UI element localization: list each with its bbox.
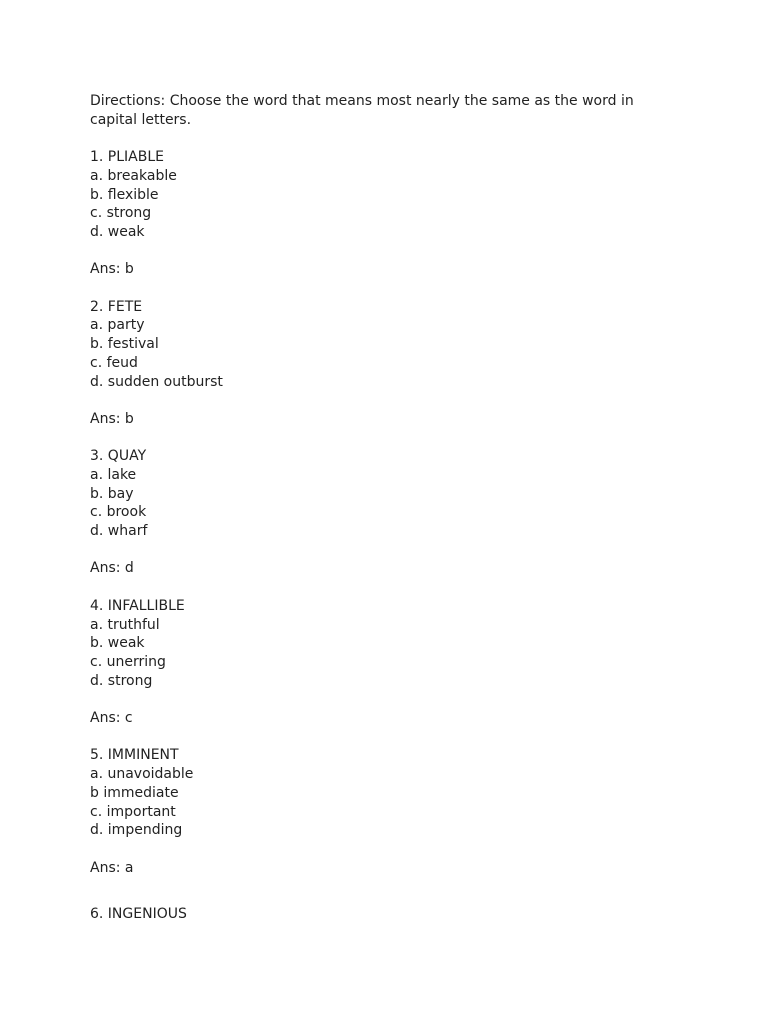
option-b: b. festival xyxy=(90,336,159,353)
option-c: c. strong xyxy=(90,205,152,222)
question-4 xyxy=(90,597,670,728)
question-title: 4. INFALLIBLE xyxy=(90,597,185,614)
option-a: a. unavoidable xyxy=(90,766,194,783)
option-b: b. bay xyxy=(90,485,134,502)
question-6 xyxy=(90,905,670,924)
question-title: 6. INGENIOUS xyxy=(90,906,187,923)
option-c: c. brook xyxy=(90,504,147,521)
answer-text: Ans: b xyxy=(90,261,134,278)
question-title: 2. FETE xyxy=(90,298,143,315)
answer-text: Ans: b xyxy=(90,410,134,427)
option-a: a. lake xyxy=(90,466,137,483)
option-d: d. impending xyxy=(90,822,183,839)
option-b: b. weak xyxy=(90,635,145,652)
option-a: a. truthful xyxy=(90,616,160,633)
answer-text: Ans: a xyxy=(90,859,134,876)
option-a: a. breakable xyxy=(90,167,177,184)
option-c: c. important xyxy=(90,803,176,820)
option-d: d. strong xyxy=(90,672,153,689)
option-b: b. flexible xyxy=(90,186,159,203)
question-1 xyxy=(90,148,670,279)
option-b: b immediate xyxy=(90,784,179,801)
question-title: 5. IMMINENT xyxy=(90,747,179,764)
question-5 xyxy=(90,746,670,877)
option-d: d. wharf xyxy=(90,523,148,540)
question-2 xyxy=(90,298,670,429)
directions-text: Directions: Choose the word that means most nearly the same as the word in capital letters. xyxy=(90,93,634,128)
option-a: a. party xyxy=(90,317,145,334)
document-page xyxy=(90,92,670,924)
answer-text: Ans: c xyxy=(90,710,133,727)
option-c: c. feud xyxy=(90,354,138,371)
question-3 xyxy=(90,447,670,578)
option-d: d. sudden outburst xyxy=(90,373,223,390)
question-title: 1. PLIABLE xyxy=(90,149,165,166)
question-title: 3. QUAY xyxy=(90,448,147,465)
option-d: d. weak xyxy=(90,223,145,240)
option-c: c. unerring xyxy=(90,653,166,670)
answer-text: Ans: d xyxy=(90,560,134,577)
